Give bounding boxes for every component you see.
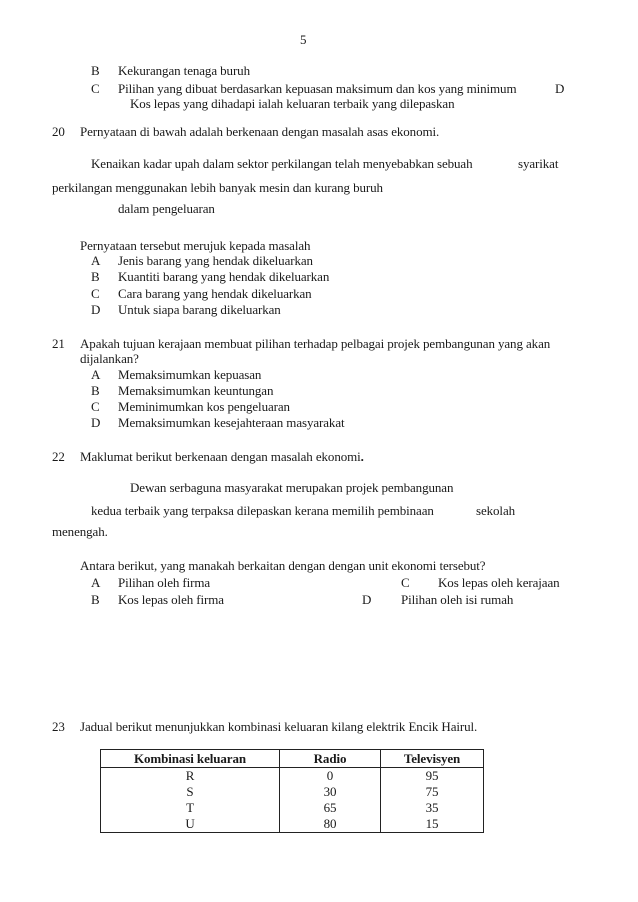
- cell-televisyen: 95: [381, 768, 484, 785]
- q20-statement-line2: perkilangan menggunakan lebih banyak mesin dan kurang buruh: [52, 180, 383, 195]
- q20-option-b-text: Kuantiti barang yang hendak dikeluarkan: [118, 269, 330, 284]
- q23-stem: Jadual berikut menunjukkan kombinasi keluaran kilang elektrik Encik Hairul.: [80, 719, 478, 734]
- header-kombinasi: Kombinasi keluaran: [101, 750, 280, 768]
- q22-option-d-letter: D: [362, 592, 372, 607]
- production-combination-table: [100, 749, 484, 833]
- q20-statement-line3: dalam pengeluaran: [118, 201, 215, 216]
- cell-radio: 80: [280, 816, 381, 833]
- q22-option-c-letter: C: [401, 575, 410, 590]
- q21-option-b-letter: B: [91, 383, 100, 398]
- cell-radio: 0: [280, 768, 381, 785]
- cell-televisyen: 35: [381, 800, 484, 816]
- header-televisyen: Televisyen: [381, 750, 484, 768]
- q20-statement-line1: Kenaikan kadar upah dalam sektor perkilangan telah menyebabkan sebuah: [91, 156, 473, 171]
- q21-option-c-text: Meminimumkan kos pengeluaran: [118, 399, 290, 414]
- q22-question: Antara berikut, yang manakah berkaitan dengan dengan unit ekonomi tersebut?: [80, 558, 486, 573]
- q19-option-b-text: Kekurangan tenaga buruh: [118, 63, 250, 78]
- cell-kombinasi: R: [101, 768, 280, 785]
- q19-option-d-letter: D: [555, 81, 565, 96]
- table-row: [101, 784, 484, 800]
- cell-radio: 65: [280, 800, 381, 816]
- q20-option-a-text: Jenis barang yang hendak dikeluarkan: [118, 253, 313, 268]
- q21-option-d-letter: D: [91, 415, 101, 430]
- q22-option-a-text: Pilihan oleh firma: [118, 575, 211, 590]
- q19-option-c-text: Pilihan yang dibuat berdasarkan kepuasan maksimum dan kos yang minimum: [118, 81, 517, 96]
- q19-option-b-letter: B: [91, 63, 100, 78]
- q22-info-line2-tail: sekolah: [476, 503, 516, 518]
- q21-stem-line1: Apakah tujuan kerajaan membuat pilihan terhadap pelbagai projek pembangunan yang akan: [80, 336, 551, 351]
- q21-option-a-letter: A: [91, 367, 101, 382]
- q22-option-d-text: Pilihan oleh isi rumah: [401, 592, 514, 607]
- q21-option-d-text: Memaksimumkan kesejahteraan masyarakat: [118, 415, 345, 430]
- q20-option-d-letter: D: [91, 302, 101, 317]
- q20-option-c-text: Cara barang yang hendak dikeluarkan: [118, 286, 312, 301]
- q22-stem: Maklumat berikut berkenaan dengan masalah ekonomi.: [80, 449, 364, 464]
- q20-stem: Pernyataan di bawah adalah berkenaan dengan masalah asas ekonomi.: [80, 124, 440, 139]
- cell-kombinasi: S: [101, 784, 280, 800]
- q22-info-line1: Dewan serbaguna masyarakat merupakan projek pembangunan: [130, 480, 454, 495]
- q19-option-d-text: Kos lepas yang dihadapi ialah keluaran terbaik yang dilepaskan: [130, 96, 455, 111]
- q22-option-a-letter: A: [91, 575, 101, 590]
- q20-option-b-letter: B: [91, 269, 100, 284]
- q21-option-b-text: Memaksimumkan keuntungan: [118, 383, 274, 398]
- cell-kombinasi: U: [101, 816, 280, 833]
- q21-option-a-text: Memaksimumkan kepuasan: [118, 367, 262, 382]
- page-number: 5: [300, 32, 307, 47]
- header-radio: Radio: [280, 750, 381, 768]
- q21-stem-line2: dijalankan?: [80, 351, 139, 366]
- table-header-row: [101, 750, 484, 768]
- cell-televisyen: 15: [381, 816, 484, 833]
- cell-kombinasi: T: [101, 800, 280, 816]
- table-row: [101, 768, 484, 785]
- cell-radio: 30: [280, 784, 381, 800]
- q21-number: 21: [52, 336, 65, 351]
- q22-option-b-text: Kos lepas oleh firma: [118, 592, 224, 607]
- q20-option-a-letter: A: [91, 253, 101, 268]
- table-row: [101, 816, 484, 833]
- cell-televisyen: 75: [381, 784, 484, 800]
- q22-option-c-text: Kos lepas oleh kerajaan: [438, 575, 560, 590]
- q19-option-c-letter: C: [91, 81, 100, 96]
- q23-number: 23: [52, 719, 65, 734]
- q20-option-d-text: Untuk siapa barang dikeluarkan: [118, 302, 281, 317]
- q20-statement-line1-tail: syarikat: [518, 156, 559, 171]
- q22-info-line2: kedua terbaik yang terpaksa dilepaskan kerana memilih pembinaan: [91, 503, 434, 518]
- q20-number: 20: [52, 124, 65, 139]
- table-row: [101, 800, 484, 816]
- q22-option-b-letter: B: [91, 592, 100, 607]
- q22-info-line3: menengah.: [52, 524, 108, 539]
- q20-question: Pernyataan tersebut merujuk kepada masalah: [80, 238, 311, 253]
- q22-number: 22: [52, 449, 65, 464]
- q20-option-c-letter: C: [91, 286, 100, 301]
- q21-option-c-letter: C: [91, 399, 100, 414]
